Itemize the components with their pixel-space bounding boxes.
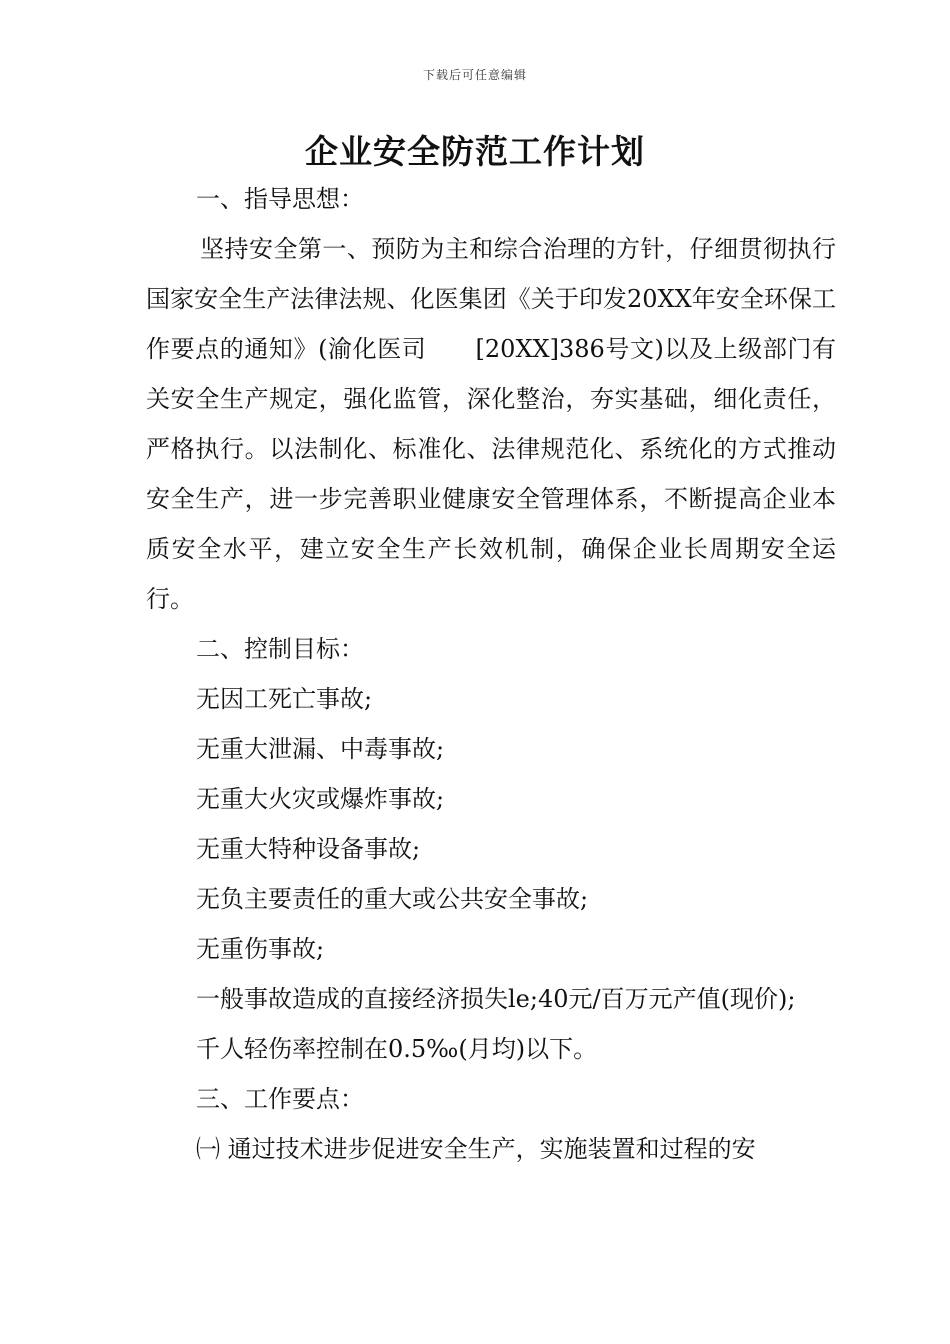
target-item: 无因工死亡事故; xyxy=(196,685,373,713)
target-economic-loss: 一般事故造成的直接经济损失le;40元/百万元产值(现价); xyxy=(196,985,796,1013)
target-item: 无重大特种设备事故; xyxy=(196,835,421,863)
key-point-item: ㈠ 通过技术进步促进安全生产，实施装置和过程的安 xyxy=(196,1135,756,1163)
target-item: 无负主要责任的重大或公共安全事故; xyxy=(196,885,589,913)
section-heading-targets: 二、控制目标： xyxy=(196,635,364,663)
header-note: 下载后可任意编辑 xyxy=(422,68,527,82)
section-heading-key-points: 三、工作要点： xyxy=(196,1085,364,1113)
target-item: 无重大火灾或爆炸事故; xyxy=(196,785,445,813)
target-injury-rate: 千人轻伤率控制在0.5‰(月均)以下。 xyxy=(196,1035,598,1063)
section-heading-guide: 一、指导思想： xyxy=(196,185,364,213)
guide-paragraph: 坚持安全第一、预防为主和综合治理的方针，仔细贯彻执行国家安全生产法律法规、化医集团《关于印发20XX年安全环保工作要点的通知》(渝化医司 [20XX]386号文)以及上级部门有关安全生产规定，强化监管，深化整治，夯实基础，细化责任，严格执行。以法制化、标准化、法律规范化、系统化的方式推动安全生产，进一步完善职业健康安全管理体系，不断提高企业本质安全水平，建立安全生产长效机制，确保企业长周期安全运行。 xyxy=(146,235,836,613)
document-title: 企业安全防范工作计划 xyxy=(305,132,645,171)
document-body xyxy=(146,174,836,1174)
target-item: 无重大泄漏、中毒事故; xyxy=(196,735,445,763)
target-item: 无重伤事故; xyxy=(196,935,325,963)
